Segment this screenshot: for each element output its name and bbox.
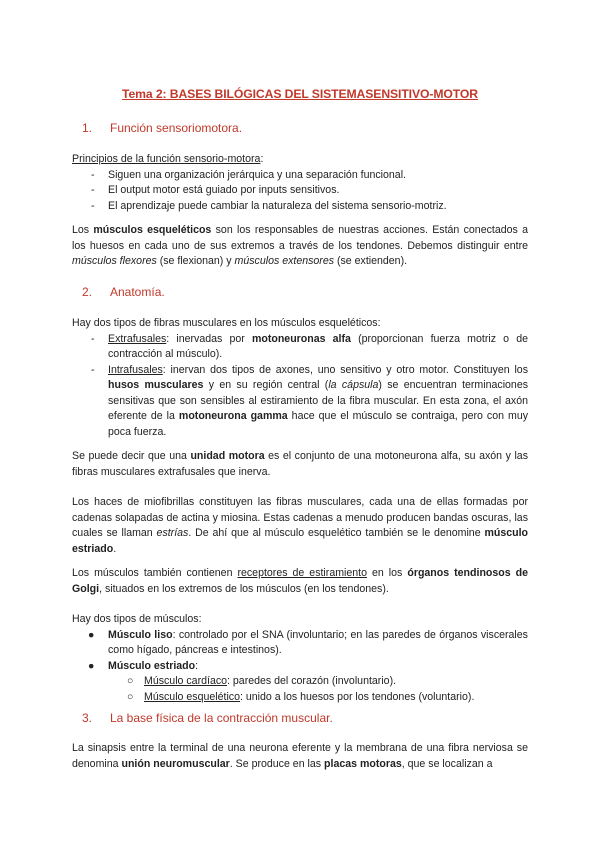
list-item: - El output motor está guiado por inputs sensitivos. bbox=[72, 183, 528, 199]
paragraph-sinapsis: La sinapsis entre la terminal de una neurona eferente y la membrana de una fibra nerviosa se denomina unión neuromuscular. Se produce en las placas motoras, que se localizan a bbox=[72, 742, 528, 770]
section-number: 1. bbox=[82, 121, 93, 135]
list-item: ○ Músculo cardíaco: paredes del corazón (involuntario). bbox=[72, 674, 528, 690]
paragraph-unidad-motora: Se puede decir que una unidad motora es el conjunto de una motoneurona alfa, su axón y las fibras musculares extrafusales que inerva. bbox=[72, 450, 528, 478]
section-heading-3 bbox=[82, 711, 333, 727]
circle-bullet-icon: ○ bbox=[127, 690, 134, 703]
tipos-block bbox=[72, 612, 528, 705]
estriado-sublist bbox=[72, 674, 528, 705]
paragraph-haces: Los haces de miofibrillas constituyen las fibras musculares, cada una de ellas formadas por cadenas solapadas de actina y miosina. Estas cadenas a menudo producen bandas oscuras, las cuales se llaman estrías. De ahí que al músculo esquelético también se le denomine músculo estriado. bbox=[72, 496, 528, 555]
fibras-block bbox=[72, 316, 528, 440]
fibras-intro: Hay dos tipos de fibras musculares en los músculos esqueléticos: bbox=[72, 317, 381, 329]
tipos-list bbox=[72, 628, 528, 675]
list-item: ● Músculo estriado: bbox=[72, 659, 528, 675]
section-heading-1 bbox=[82, 121, 242, 137]
bullet-icon: ● bbox=[88, 628, 95, 641]
section-heading-2 bbox=[82, 285, 165, 301]
list-item: ○ Músculo esquelético: unido a los huesos por los tendones (voluntario). bbox=[72, 690, 528, 706]
section-label: Anatomía. bbox=[110, 285, 165, 299]
list-item: ● Músculo liso: controlado por el SNA (involuntario; en las paredes de órganos viscerales como hígado, páncreas e intestinos). bbox=[88, 628, 528, 656]
paragraph-musculos: Los músculos esqueléticos son los responsables de nuestras acciones. Están conectados a los huesos en cada uno de sus extremos a través de los tendones. Debemos distinguir entre músculos flexores (se flexionan) y músculos extensores (se extienden). bbox=[72, 224, 528, 267]
principles-heading: Principios de la función sensorio-motora: bbox=[72, 153, 264, 165]
list-item: - Siguen una organización jerárquica y una separación funcional. bbox=[72, 168, 528, 184]
list-item: - Intrafusales: inervan dos tipos de axones, uno sensitivo y otro motor. Constituyen los husos musculares y en su región central (la cápsula) se encuentran terminaciones sensitivas que son sensibles al estiramiento de la fibra muscular. En esta zona, el axón eferente de la motoneurona gamma hace que el músculo se contraiga, pero con muy poca fuerza. bbox=[72, 363, 528, 441]
paragraph-golgi: Los músculos también contienen receptores de estiramiento en los órganos tendinosos de Golgi, situados en los extremos de los músculos (en los tendones). bbox=[72, 567, 528, 595]
principles-block bbox=[72, 152, 528, 214]
bullet-icon: ● bbox=[88, 659, 95, 672]
section-label: La base física de la contracción muscular. bbox=[110, 711, 333, 725]
section-label: Función sensoriomotora. bbox=[110, 121, 243, 135]
list-item: - Extrafusales: inervadas por motoneuronas alfa (proporcionan fuerza motriz o de contracción al músculo). bbox=[72, 332, 528, 363]
tipos-intro: Hay dos tipos de músculos: bbox=[72, 613, 202, 625]
section-number: 2. bbox=[82, 285, 93, 299]
list-item: - El aprendizaje puede cambiar la naturaleza del sistema sensorio-motriz. bbox=[72, 199, 528, 215]
page-title: Tema 2: BASES BILÓGICAS DEL SISTEMASENSITIVO-MOTOR bbox=[122, 87, 478, 101]
fibras-list bbox=[72, 332, 528, 441]
section-number: 3. bbox=[82, 711, 93, 725]
circle-bullet-icon: ○ bbox=[127, 675, 134, 687]
principles-list bbox=[72, 168, 528, 215]
